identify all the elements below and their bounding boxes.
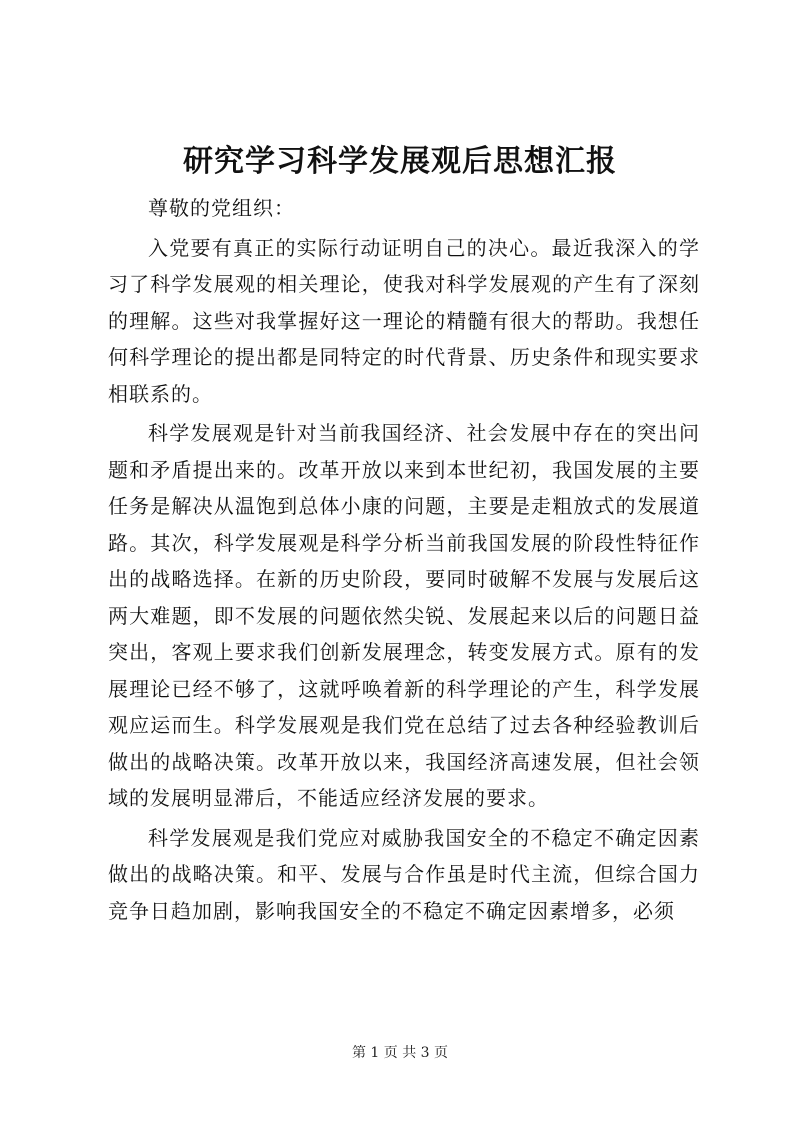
document-title: 研究学习科学发展观后思想汇报 <box>183 144 617 179</box>
page-footer <box>0 1043 800 1063</box>
paragraph-3: 科学发展观是我们党应对威胁我国安全的不稳定不确定因素做出的战略决策。和平、发展与合作虽是时代主流，但综合国力竞争日趋加剧，影响我国安全的不稳定不确定因素增多，必须 <box>108 825 700 923</box>
salutation: 尊敬的党组织： <box>148 196 295 220</box>
paragraph-2: 科学发展观是针对当前我国经济、社会发展中存在的突出问题和矛盾提出来的。改革开放以来到本世纪初，我国发展的主要任务是解决从温饱到总体小康的问题，主要是走粗放式的发展道路。其次，科学发展观是科学分析当前我国发展的阶段性特征作出的战略选择。在新的历史阶段，要同时破解不发展与发展后这两大难题，即不发展的问题依然尖锐、发展起来以后的问题日益突出，客观上要求我们创新发展理念，转变发展方式。原有的发展理论已经不够了，这就呼唤着新的科学理论的产生，科学发展观应运而生。科学发展观是我们党在总结了过去各种经验教训后做出的战略决策。改革开放以来，我国经济高速发展，但社会领域的发展明显滞后，不能适应经济发展的要求。 <box>108 421 700 810</box>
paragraph-1: 入党要有真正的实际行动证明自己的决心。最近我深入的学习了科学发展观的相关理论，使我对科学发展观的产生有了深刻的理解。这些对我掌握好这一理论的精髓有很大的帮助。我想任何科学理论的提出都是同特定的时代背景、历史条件和现实要求相联系的。 <box>108 235 700 406</box>
document-body <box>108 190 700 929</box>
page-indicator: 第 1 页 共 3 页 <box>351 1045 449 1061</box>
